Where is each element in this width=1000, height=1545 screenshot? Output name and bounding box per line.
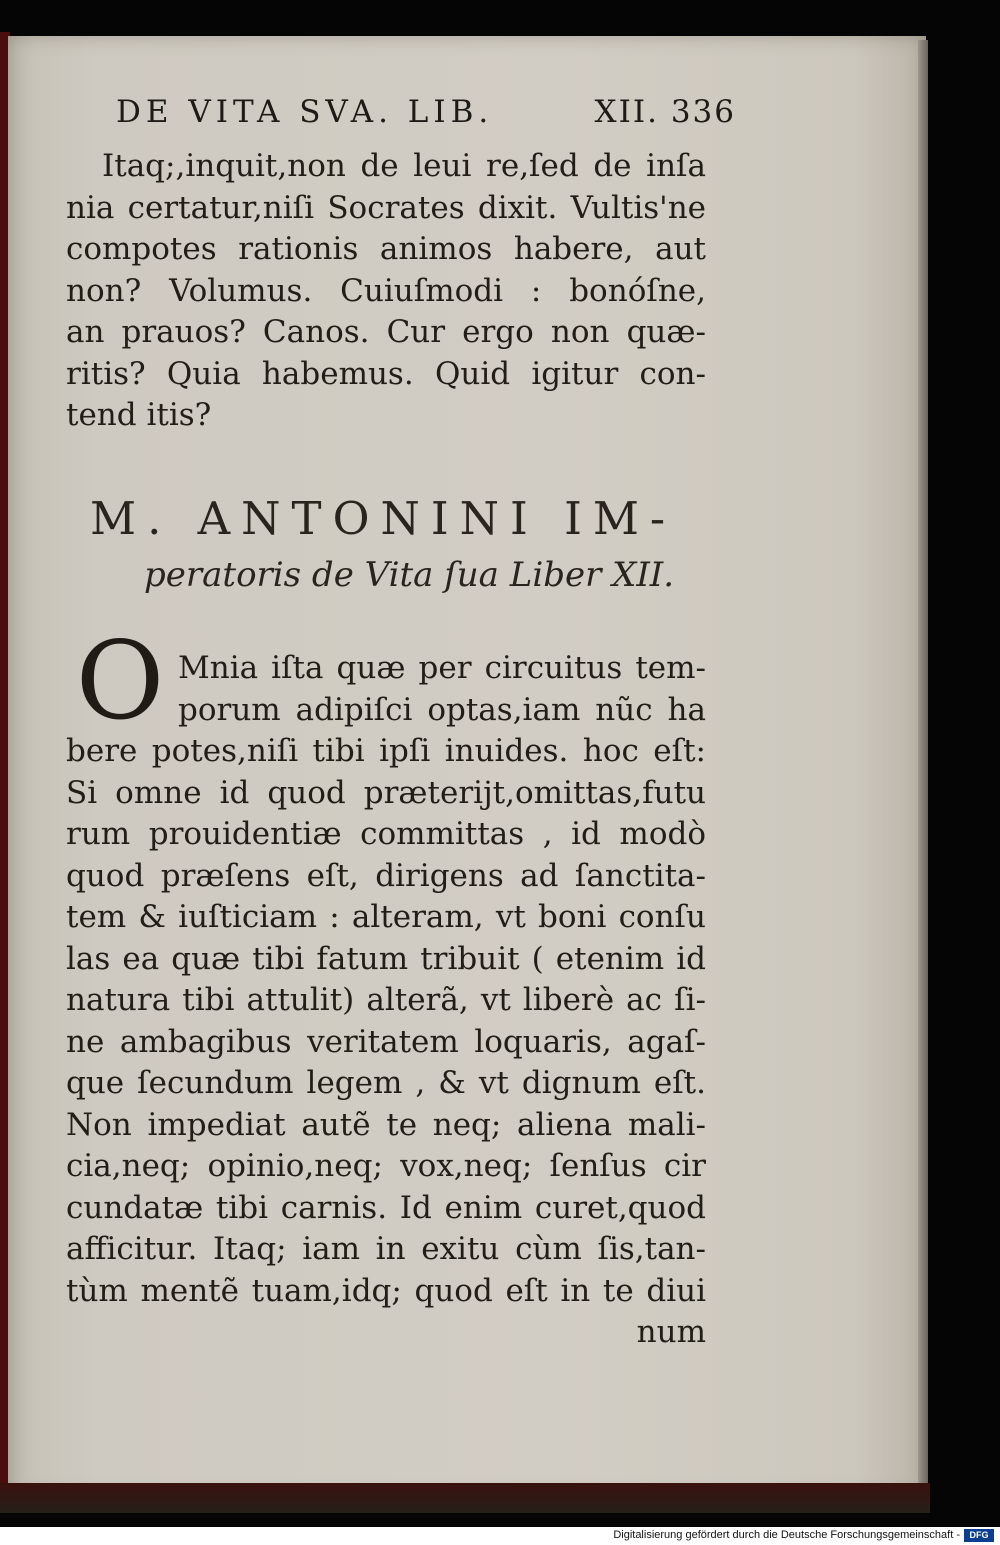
- text-line: quod præſens eſt, dirigens ad ſanctita-: [66, 857, 706, 894]
- text-line: ritis? Quia habemus. Quid igitur con-: [66, 355, 706, 392]
- page-edge-shadow: [918, 40, 928, 1496]
- text-line: tem & iuſticiam : alteram, vt boni conſu: [66, 899, 706, 935]
- book-heading: M. ANTONINI IM-: [90, 492, 677, 545]
- text-line: non? Volumus. Cuiuſmodi : bonóſne,: [66, 272, 706, 309]
- funding-credit: Digitalisierung gefördert durch die Deutsche Forschungsgemeinschaft -: [613, 1529, 960, 1541]
- footer-bar: [0, 1527, 1000, 1545]
- text-line: cia,neq; opinio,neq; vox,neq; ſenſus cir: [66, 1148, 706, 1184]
- text-line: porum adipiſci optas,iam nũc ha: [178, 691, 706, 728]
- page-number: XII. 336: [594, 94, 736, 130]
- text-line: compotes rationis animos habere, aut: [66, 231, 706, 267]
- body-passage: [66, 731, 706, 1354]
- text-line: an prauos? Canos. Cur ergo non quæ-: [66, 314, 706, 350]
- drop-cap: O: [75, 619, 165, 744]
- text-line: natura tibi attulit) alterã, vt liberè ac ſi-: [66, 982, 706, 1018]
- text-line: Si omne id quod præterijt,omittas,futu: [66, 774, 706, 811]
- text-line: que ſecundum legem , & vt dignum eſt.: [66, 1065, 706, 1101]
- bottom-binding: [0, 1483, 930, 1513]
- top-passage: [66, 146, 706, 437]
- text-line: Non impediat autẽ te neq; aliena mali-: [66, 1106, 706, 1143]
- running-head-title: DE VITA SVA. LIB.: [116, 94, 494, 130]
- text-line: nia certatur,niſi Socrates dixit. Vultis'ne: [66, 189, 706, 226]
- text-line: Mnia iſta quæ per circuitus tem-: [178, 650, 706, 686]
- text-line: rum prouidentiæ committas , id modò: [66, 816, 706, 852]
- catchword: num: [636, 1314, 706, 1350]
- dfg-logo: DFG: [964, 1529, 994, 1542]
- text-line: bere potes,niſi tibi ipſi inuides. hoc eſt:: [66, 733, 706, 769]
- running-head: [116, 94, 736, 136]
- text-line: cundatæ tibi carnis. Id enim curet,quod: [66, 1189, 706, 1226]
- text-line: ne ambagibus veritatem loquaris, agaſ-: [66, 1023, 706, 1060]
- book-subheading: peratoris de Vita ſua Liber XII.: [144, 555, 675, 595]
- text-line: tùm mentẽ tuam,idq; quod eſt in te diui: [66, 1272, 706, 1309]
- text-line: tend itis?: [66, 397, 212, 433]
- drop-cap-lines: [178, 648, 706, 731]
- text-line: las ea quæ tibi fatum tribuit ( etenim id: [66, 940, 706, 977]
- text-line: afficitur. Itaq; iam in exitu cùm ſis,tan-: [66, 1231, 706, 1267]
- text-line: Itaq;,inquit,non de leui re,ſed de inſa: [102, 148, 706, 184]
